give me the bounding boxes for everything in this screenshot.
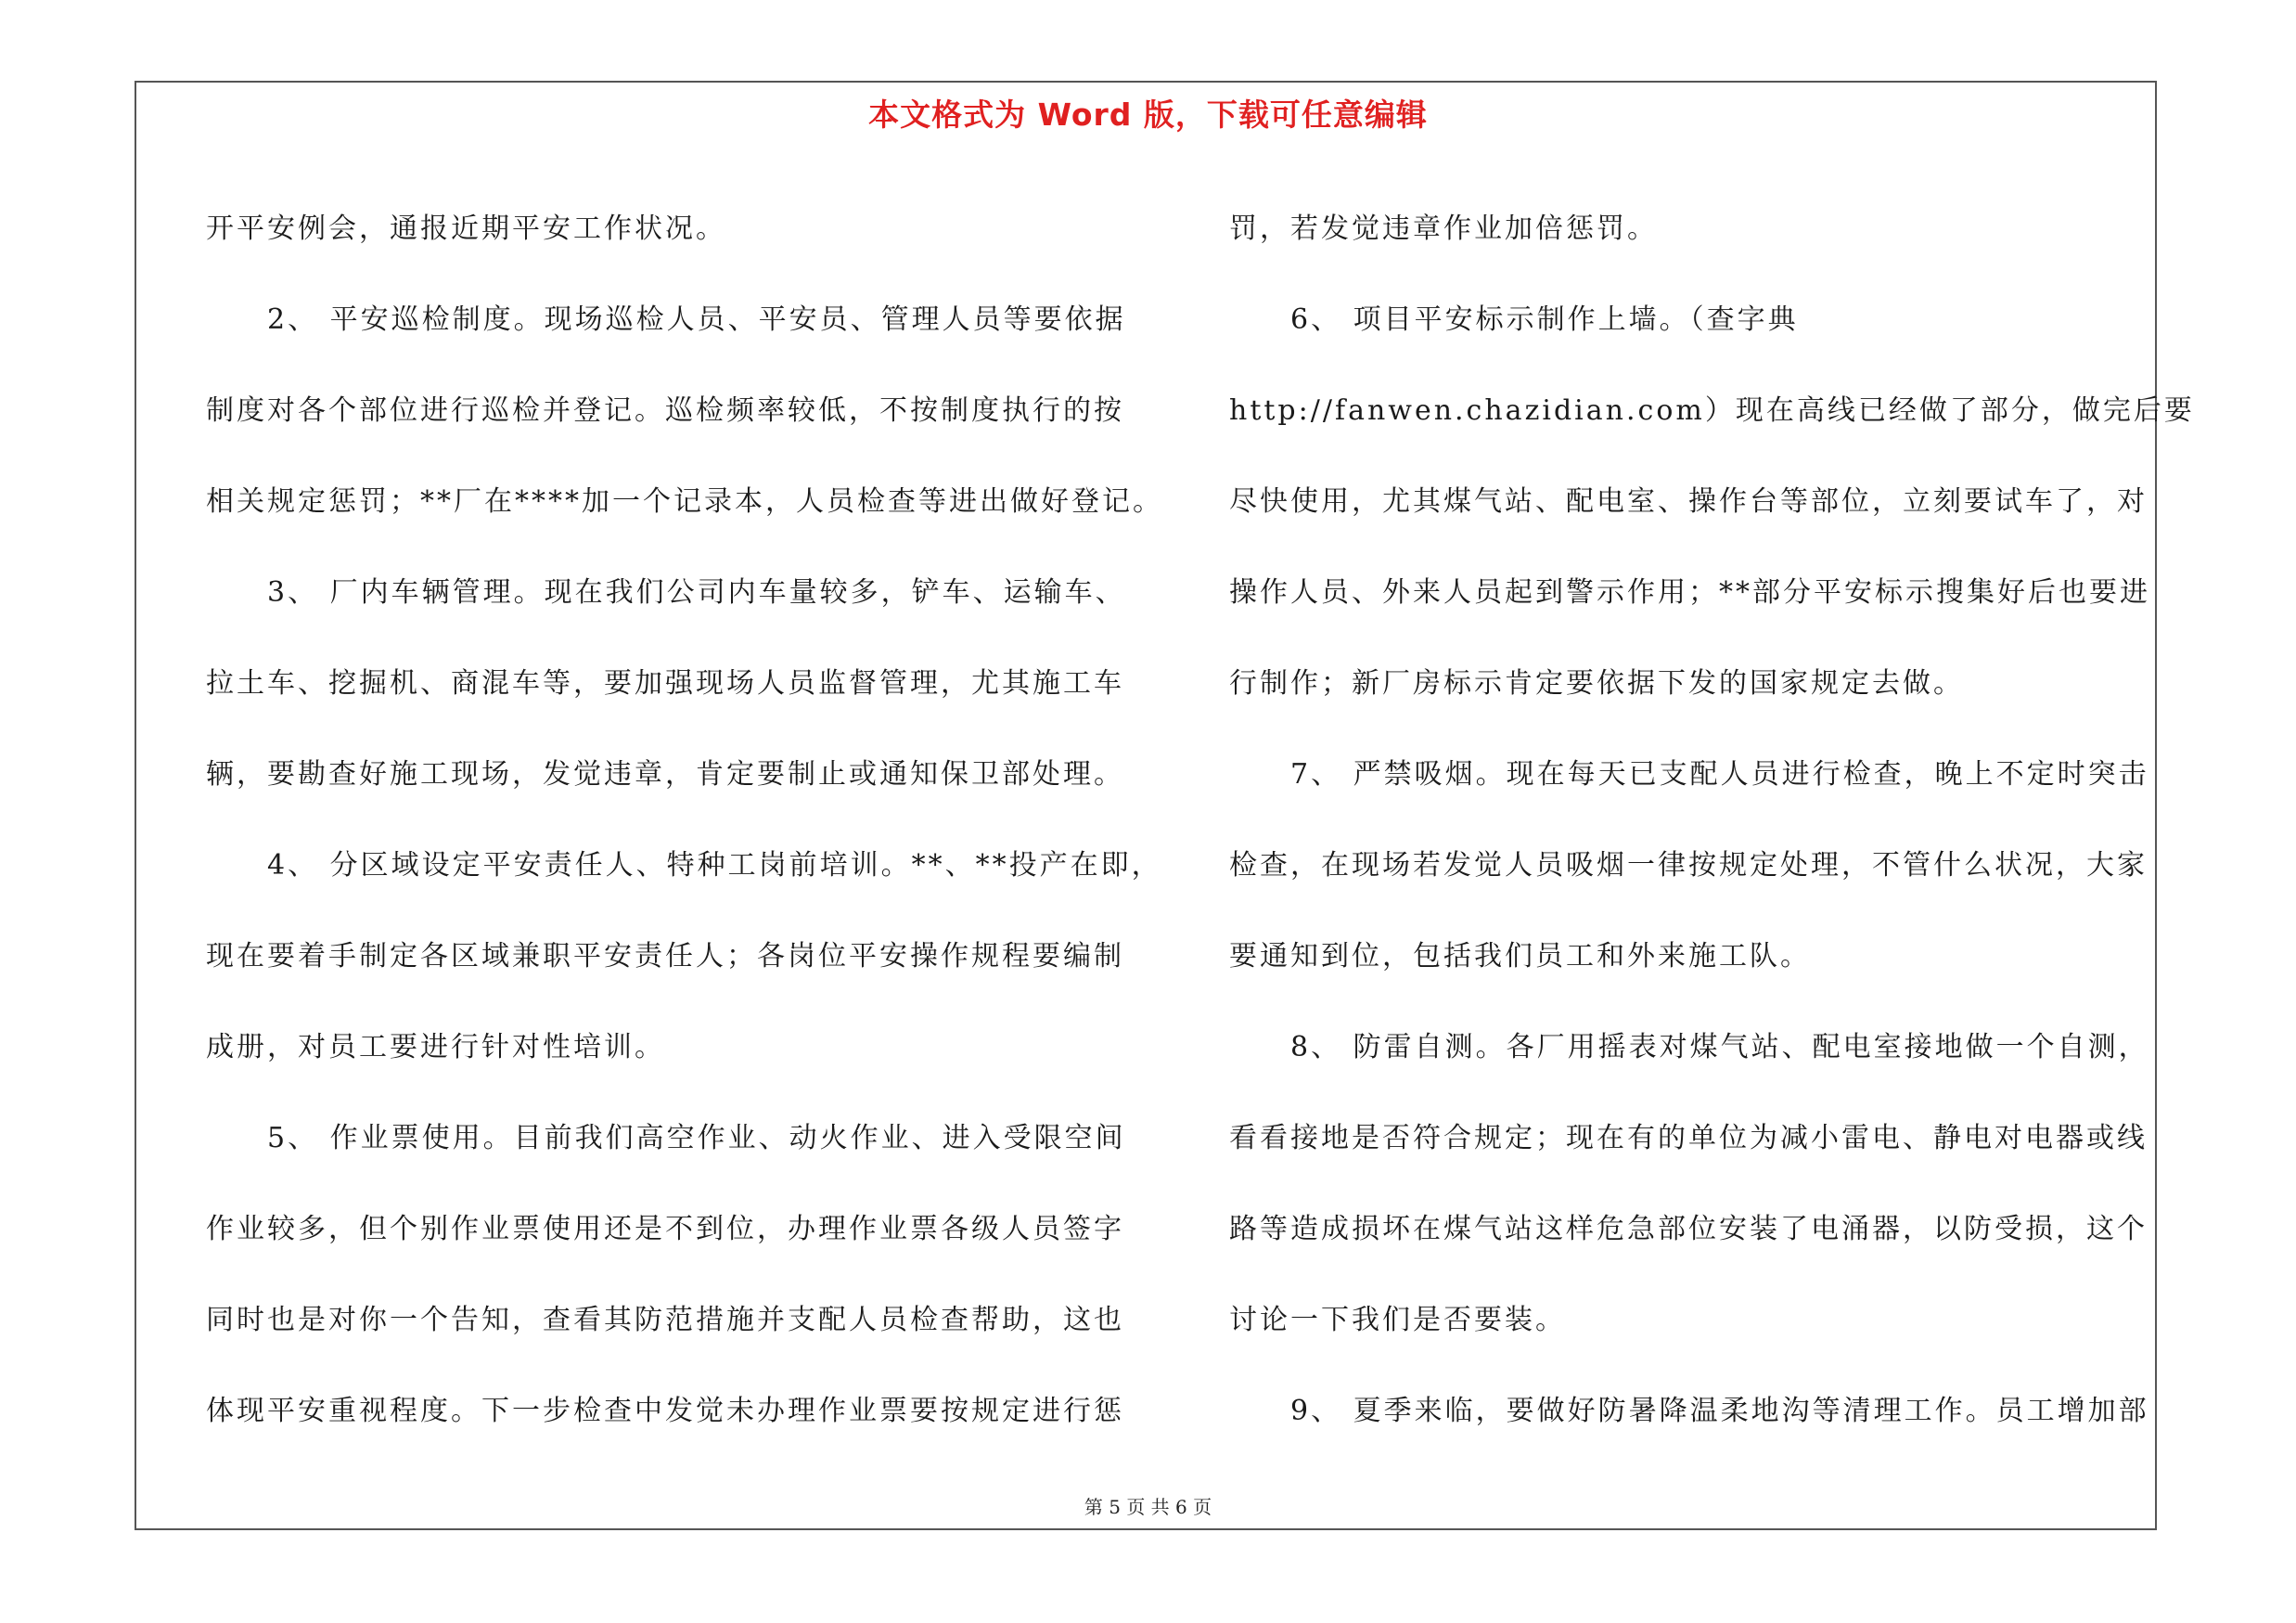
text-line: 操作人员、外来人员起到警示作用；**部分平安标示搜集好后也要进	[1229, 576, 2150, 609]
text-line: 辆，要勘查好施工现场，发觉违章，肯定要制止或通知保卫部处理。	[206, 758, 1124, 791]
text-line: 开平安例会，通报近期平安工作状况。	[206, 213, 726, 245]
text-line: 3、 厂内车辆管理。现在我们公司内车量较多，铲车、运输车、	[206, 576, 1126, 609]
text-line: 6、 项目平安标示制作上墙。（查字典	[1229, 303, 1799, 336]
format-notice-banner: 本文格式为 Word 版，下载可任意编辑	[868, 97, 1428, 133]
text-line: 制度对各个部位进行巡检并登记。巡检频率较低，不按制度执行的按	[206, 394, 1124, 427]
text-line: 罚，若发觉违章作业加倍惩罚。	[1229, 213, 1658, 245]
text-line: 行制作；新厂房标示肯定要依据下发的国家规定去做。	[1229, 667, 1964, 700]
text-line: 相关规定惩罚；**厂在****加一个记录本，人员检查等进出做好登记。	[206, 485, 1163, 518]
text-line: 成册，对员工要进行针对性培训。	[206, 1031, 665, 1063]
text-line: 体现平安重视程度。下一步检查中发觉未办理作业票要按规定进行惩	[206, 1395, 1124, 1427]
text-line: 5、 作业票使用。目前我们高空作业、动火作业、进入受限空间	[206, 1122, 1126, 1154]
text-line: 4、 分区域设定平安责任人、特种工岗前培训。**、**投产在即，	[206, 849, 1162, 882]
text-line: 看看接地是否符合规定；现在有的单位为减小雷电、静电对电器或线	[1229, 1122, 2148, 1154]
text-line: http://fanwen.chazidian.com）现在高线已经做了部分，做完后要	[1229, 394, 2195, 427]
text-line: 8、 防雷自测。各厂用摇表对煤气站、配电室接地做一个自测，	[1229, 1031, 2149, 1063]
text-line: 尽快使用，尤其煤气站、配电室、操作台等部位，立刻要试车了，对	[1229, 485, 2148, 518]
text-line: 作业较多，但个别作业票使用还是不到位，办理作业票各级人员签字	[206, 1213, 1124, 1245]
text-line: 2、 平安巡检制度。现场巡检人员、平安员、管理人员等要依据	[206, 303, 1126, 336]
text-line: 讨论一下我们是否要装。	[1229, 1304, 1566, 1336]
text-line: 7、 严禁吸烟。现在每天已支配人员进行检查，晚上不定时突击	[1229, 758, 2149, 791]
text-line: 检查，在现场若发觉人员吸烟一律按规定处理，不管什么状况，大家	[1229, 849, 2148, 882]
left-text-column	[206, 184, 1163, 1457]
right-text-column	[1229, 184, 2195, 1457]
text-line: 9、 夏季来临，要做好防暑降温柔地沟等清理工作。员工增加部	[1229, 1395, 2149, 1427]
text-line: 路等造成损坏在煤气站这样危急部位安装了电涌器，以防受损，这个	[1229, 1213, 2148, 1245]
text-line: 拉土车、挖掘机、商混车等，要加强现场人员监督管理，尤其施工车	[206, 667, 1124, 700]
page-number-footer: 第 5 页 共 6 页	[1084, 1496, 1212, 1518]
text-line: 现在要着手制定各区域兼职平安责任人；各岗位平安操作规程要编制	[206, 940, 1124, 973]
text-line: 要通知到位，包括我们员工和外来施工队。	[1229, 940, 1811, 973]
text-line: 同时也是对你一个告知，查看其防范措施并支配人员检查帮助，这也	[206, 1304, 1124, 1336]
